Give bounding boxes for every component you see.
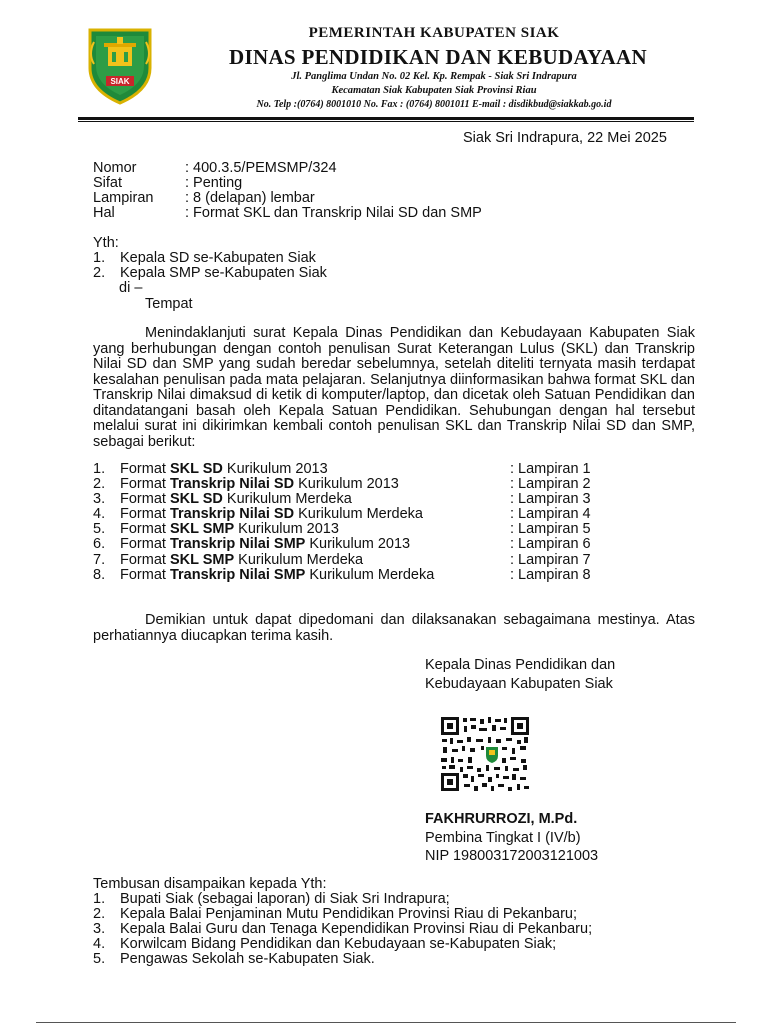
signature-title-line2: Kebudayaan Kabupaten Siak	[425, 676, 613, 692]
page-bottom-rule	[36, 1022, 736, 1023]
tembusan-item: Korwilcam Bidang Pendidikan dan Kebudayaan se-Kabupaten Siak;	[120, 936, 557, 952]
tembusan-number: 5.	[93, 951, 106, 967]
signature-title-line1: Kepala Dinas Pendidikan dan	[425, 657, 616, 673]
format-list-number: 7.	[93, 552, 106, 568]
logo-text: SIAK	[110, 77, 130, 86]
format-list-number: 5.	[93, 521, 106, 537]
tembusan-item: Bupati Siak (sebagai laporan) di Siak Sri Indrapura;	[120, 891, 450, 907]
format-list-lampiran: : Lampiran 5	[510, 521, 591, 537]
meta-value-lampiran: : 8 (delapan) lembar	[185, 190, 315, 206]
recipient-yth: Yth:	[93, 235, 119, 251]
format-list-item: Format SKL SD Kurikulum 2013	[120, 461, 328, 477]
kop-rule-thick	[78, 117, 694, 120]
format-list-lampiran: : Lampiran 2	[510, 476, 591, 492]
recipient-number: 1.	[93, 250, 106, 266]
format-list-item: Format Transkrip Nilai SD Kurikulum 2013	[120, 476, 399, 492]
recipient-di: di –	[119, 280, 143, 296]
siak-regency-logo	[82, 24, 158, 106]
recipient-tempat: Tempat	[145, 296, 193, 312]
format-list-number: 2.	[93, 476, 106, 492]
tembusan-number: 2.	[93, 906, 106, 922]
format-list-number: 1.	[93, 461, 106, 477]
format-list-item: Format Transkrip Nilai SMP Kurikulum Merdeka	[120, 567, 435, 583]
kop-government: PEMERINTAH KABUPATEN SIAK	[308, 25, 560, 41]
format-list-item: Format Transkrip Nilai SMP Kurikulum 2013	[120, 536, 411, 552]
signatory-nip: NIP 198003172003121003	[425, 848, 599, 864]
format-list-item: Format SKL SMP Kurikulum 2013	[120, 521, 339, 537]
recipient-item: Kepala SMP se-Kabupaten Siak	[120, 265, 327, 281]
recipient-number: 2.	[93, 265, 106, 281]
kop-rule-thin	[78, 121, 694, 122]
tembusan-number: 4.	[93, 936, 106, 952]
tembusan-heading: Tembusan disampaikan kepada Yth:	[93, 876, 327, 892]
body-paragraph: Menindaklanjuti surat Kepala Dinas Pendidikan dan Kebudayaan Kabupaten Siak yang berhubungan dengan contoh penulisan Surat Keterangan Lulus (SKL) dan Transkrip Nilai SD dan SMP yang sudah beredar sebelumnya, setelah diteliti ternyata masih terdapat kesalahan penulisan pada mata pelajaran. Selanjutnya diinformasikan bahwa format SKL dan Transkrip Nilai dimaksud di ketik di komputer/laptop, dan dicetak oleh Satuan Pendidikan dan ditandatangani basah oleh Kepala Satuan Pendidikan. Sehubungan dengan hal tersebut melalui surat ini dikirimkan kembali contoh penulisan SKL dan Transkrip Nilai SD dan SMP, sebagai berikut:	[93, 325, 695, 450]
meta-value-nomor: : 400.3.5/PEMSMP/324	[185, 160, 337, 176]
format-list-lampiran: : Lampiran 4	[510, 506, 591, 522]
meta-label-hal: Hal	[93, 205, 115, 221]
format-list-lampiran: : Lampiran 6	[510, 536, 591, 552]
kop-address-street: Jl. Panglima Undan No. 02 Kel. Kp. Rempak - Siak Sri Indrapura	[291, 71, 577, 82]
tembusan-number: 3.	[93, 921, 106, 937]
format-list-item: Format SKL SD Kurikulum Merdeka	[120, 491, 352, 507]
format-list-lampiran: : Lampiran 3	[510, 491, 591, 507]
kop-agency: DINAS PENDIDIKAN DAN KEBUDAYAAN	[229, 45, 647, 69]
kop-address-district: Kecamatan Siak Kabupaten Siak Provinsi Riau	[331, 85, 537, 96]
meta-label-sifat: Sifat	[93, 175, 123, 191]
e-signature-qr-code	[440, 716, 530, 792]
kop-contact: No. Telp :(0764) 8001010 No. Fax : (0764) 8001011 E-mail : disdikbud@siakkab.go.id	[256, 99, 612, 110]
format-list-number: 6.	[93, 536, 106, 552]
format-list-item: Format Transkrip Nilai SD Kurikulum Merdeka	[120, 506, 423, 522]
meta-value-hal: : Format SKL dan Transkrip Nilai SD dan SMP	[185, 205, 482, 221]
recipient-item: Kepala SD se-Kabupaten Siak	[120, 250, 316, 266]
closing-paragraph: Demikian untuk dapat dipedomani dan dilaksanakan sebagaimana mestinya. Atas perhatiannya diucapkan terima kasih.	[93, 612, 695, 644]
meta-label-lampiran: Lampiran	[93, 190, 154, 206]
tembusan-item: Kepala Balai Penjaminan Mutu Pendidikan Provinsi Riau di Pekanbaru;	[120, 906, 578, 922]
letter-date: Siak Sri Indrapura, 22 Mei 2025	[463, 130, 667, 146]
format-list-item: Format SKL SMP Kurikulum Merdeka	[120, 552, 364, 568]
letterhead	[0, 0, 768, 125]
tembusan-item: Pengawas Sekolah se-Kabupaten Siak.	[120, 951, 375, 967]
format-list-lampiran: : Lampiran 8	[510, 567, 591, 583]
format-list-number: 4.	[93, 506, 106, 522]
tembusan-item: Kepala Balai Guru dan Tenaga Kependidikan Provinsi Riau di Pekanbaru;	[120, 921, 593, 937]
signatory-name: FAKHRURROZI, M.Pd.	[425, 811, 578, 827]
format-list-number: 3.	[93, 491, 106, 507]
format-list-lampiran: : Lampiran 7	[510, 552, 591, 568]
format-list-number: 8.	[93, 567, 106, 583]
meta-label-nomor: Nomor	[93, 160, 137, 176]
signatory-rank: Pembina Tingkat I (IV/b)	[425, 830, 581, 846]
meta-value-sifat: : Penting	[185, 175, 243, 191]
format-list-lampiran: : Lampiran 1	[510, 461, 591, 477]
tembusan-number: 1.	[93, 891, 106, 907]
